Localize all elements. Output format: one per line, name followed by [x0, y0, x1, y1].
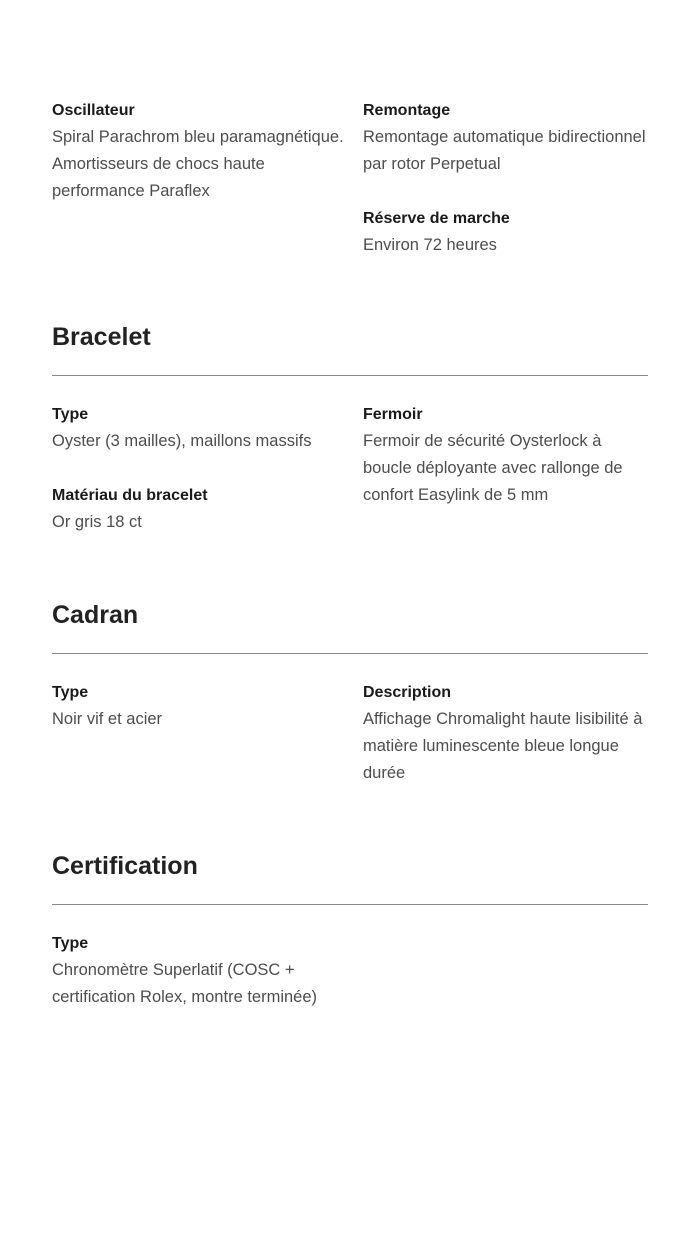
certification-section [52, 851, 648, 1038]
spec-dial-description [363, 679, 648, 787]
certification-right-column [363, 930, 648, 1038]
dial-left-column [52, 679, 363, 814]
section-divider [52, 375, 648, 376]
spec-power-reserve [363, 205, 648, 259]
spec-bracelet-type [52, 401, 351, 455]
section-title-bracelet: Bracelet [52, 323, 151, 351]
spec-clasp [363, 401, 648, 509]
bracelet-right-column [363, 401, 648, 563]
dial-section [52, 600, 648, 814]
movement-specs-grid [52, 97, 648, 286]
spec-label: Matériau du bracelet [52, 487, 208, 504]
spec-value: Or gris 18 ct [52, 513, 142, 531]
bracelet-specs-grid [52, 401, 648, 563]
spec-label: Remontage [363, 102, 451, 119]
section-title-dial: Cadran [52, 601, 139, 629]
spec-winding [363, 97, 648, 178]
dial-specs-grid [52, 679, 648, 814]
spec-certification-type [52, 930, 351, 1011]
spec-value: Noir vif et acier [52, 710, 163, 728]
bracelet-left-column [52, 401, 363, 563]
section-divider [52, 653, 648, 654]
spec-label: Réserve de marche [363, 210, 510, 227]
spec-value: Remontage automatique bidirectionnel par rotor Perpetual [363, 128, 646, 173]
movement-left-column [52, 97, 363, 286]
movement-right-column [363, 97, 648, 286]
spec-value: Chronomètre Superlatif (COSC + certification Rolex, montre terminée) [52, 961, 318, 1006]
spec-label: Oscillateur [52, 102, 135, 119]
spec-label: Type [52, 935, 89, 952]
spec-oscillator [52, 97, 351, 205]
spec-label: Type [52, 684, 89, 701]
section-divider [52, 904, 648, 905]
spec-value: Oyster (3 mailles), maillons massifs [52, 432, 312, 450]
spec-label: Fermoir [363, 406, 423, 423]
spec-bracelet-material [52, 482, 351, 536]
spec-label: Description [363, 684, 452, 701]
certification-left-column [52, 930, 363, 1038]
spec-dial-type [52, 679, 351, 733]
dial-right-column [363, 679, 648, 814]
bracelet-section [52, 322, 648, 563]
movement-specs [52, 97, 648, 286]
section-title-certification: Certification [52, 852, 198, 880]
spec-value: Fermoir de sécurité Oysterlock à boucle déployante avec rallonge de confort Easylink de 5 mm [363, 432, 623, 504]
spec-value: Affichage Chromalight haute lisibilité à matière luminescente bleue longue durée [363, 710, 643, 782]
spec-value: Spiral Parachrom bleu paramagnétique. Amortisseurs de chocs haute performance Paraflex [52, 128, 344, 200]
spec-label: Type [52, 406, 89, 423]
certification-specs-grid [52, 930, 648, 1038]
spec-value: Environ 72 heures [363, 236, 497, 254]
